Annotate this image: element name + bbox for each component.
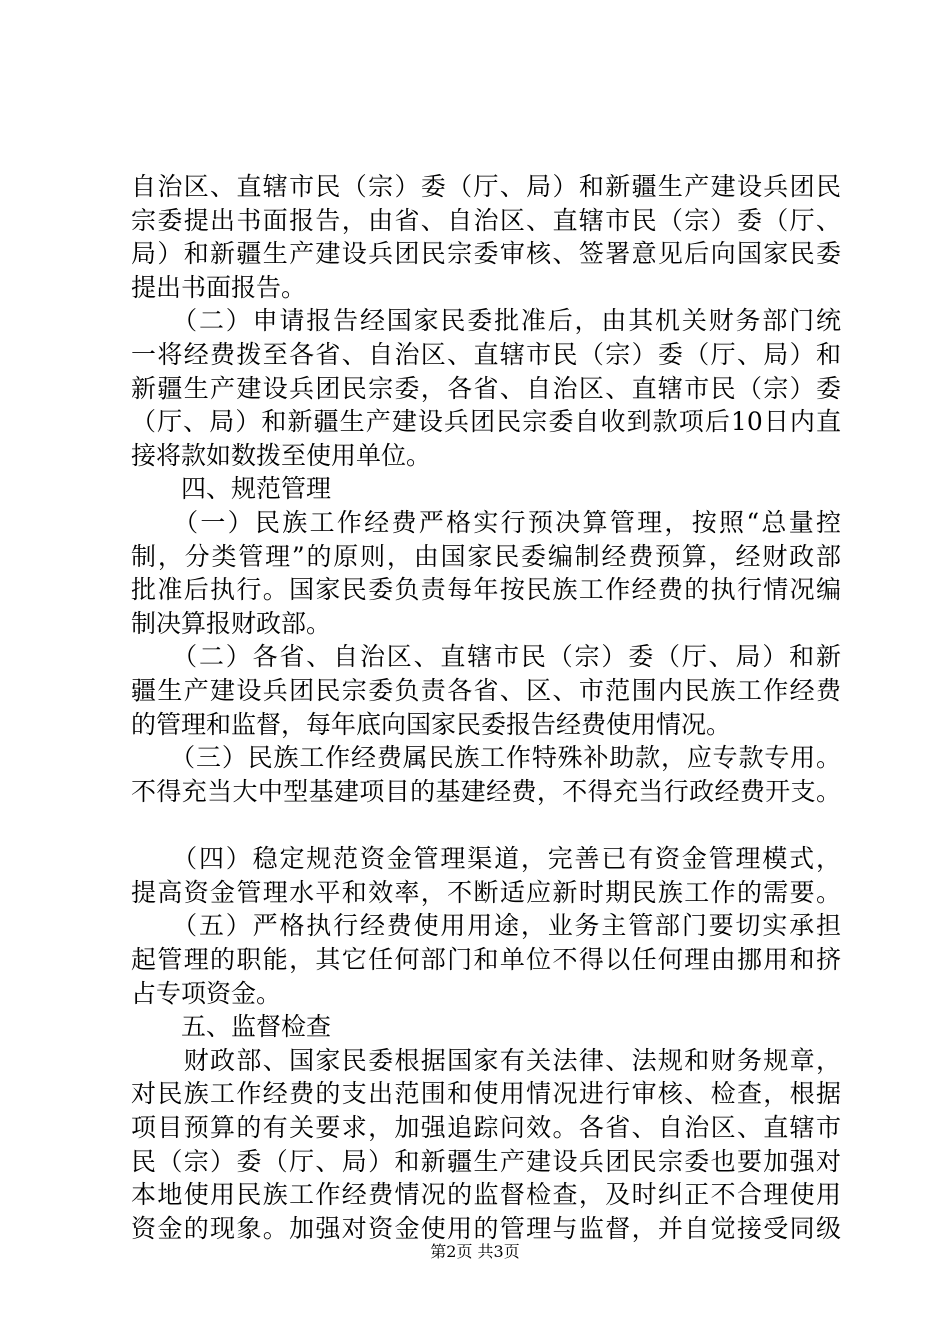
text-line: （五）严格执行经费使用用途，业务主管部门要切实承担	[131, 911, 841, 941]
text-line: 制，分类管理”的原则，由国家民委编制经费预算，经财政部	[131, 541, 841, 571]
paragraph-fund-channels	[131, 842, 841, 909]
text-line: 局）和新疆生产建设兵团民宗委审核、签署意见后向国家民委	[131, 239, 841, 269]
text-line: 一将经费拨至各省、自治区、直辖市民（宗）委（厅、局）和	[131, 339, 841, 369]
section-heading-inspection	[131, 1010, 841, 1044]
text-line: 财政部、国家民委根据国家有关法律、法规和财务规章，	[131, 1045, 841, 1075]
paragraph-local-supervision	[131, 640, 841, 741]
text-line: 对民族工作经费的支出范围和使用情况进行审核、检查，根据	[131, 1079, 841, 1109]
text-line: 项目预算的有关要求，加强追踪问效。各省、自治区、直辖市	[131, 1113, 841, 1143]
text-line: 本地使用民族工作经费情况的监督检查，及时纠正不合理使用	[131, 1180, 841, 1210]
page-footer: 第2页 共3页	[430, 1242, 520, 1261]
blank-line	[131, 808, 841, 842]
text-line: 的管理和监督，每年底向国家民委报告经费使用情况。	[131, 709, 732, 739]
section-heading-management	[131, 472, 841, 506]
text-line: 不得充当大中型基建项目的基建经费，不得充当行政经费开支。	[131, 776, 841, 806]
text-line: （三）民族工作经费属民族工作特殊补助款，应专款专用。	[131, 743, 841, 773]
text-line: （一）民族工作经费严格实行预决算管理，按照“总量控	[131, 507, 841, 537]
text-line: 起管理的职能，其它任何部门和单位不得以任何理由挪用和挤	[131, 945, 841, 975]
text-line: 资金的现象。加强对资金使用的管理与监督，并自觉接受同级	[131, 1213, 841, 1243]
text-line: 接将款如数拨至使用单位。	[131, 440, 432, 470]
text-line: 提出书面报告。	[131, 272, 307, 302]
text-line: （四）稳定规范资金管理渠道，完善已有资金管理模式，	[131, 844, 841, 874]
paragraph-inspection	[131, 1044, 841, 1246]
text-line: 疆生产建设兵团民宗委负责各省、区、市范围内民族工作经费	[131, 675, 841, 705]
text-line: 制决算报财政部。	[131, 608, 332, 638]
paragraph-special-fund	[131, 741, 841, 808]
paragraph-budget-management	[131, 506, 841, 640]
text-line: （二）申请报告经国家民委批准后，由其机关财务部门统	[131, 306, 841, 336]
paragraph-approval-allocation	[131, 304, 841, 472]
paragraph-usage-purpose	[131, 909, 841, 1010]
text-line: 占专项资金。	[131, 978, 282, 1008]
text-line: （厅、局）和新疆生产建设兵团民宗委自收到款项后10日内直	[131, 407, 841, 437]
text-line: 新疆生产建设兵团民宗委，各省、自治区、直辖市民（宗）委	[131, 373, 841, 403]
text-line: 自治区、直辖市民（宗）委（厅、局）和新疆生产建设兵团民	[131, 172, 841, 201]
section-heading: 四、规范管理	[131, 474, 332, 504]
text-line: 提高资金管理水平和效率，不断适应新时期民族工作的需要。	[131, 877, 841, 907]
section-heading: 五、监督检查	[131, 1012, 332, 1042]
text-line: 民（宗）委（厅、局）和新疆生产建设兵团民宗委也要加强对	[131, 1146, 841, 1176]
text-line: 批准后执行。国家民委负责每年按民族工作经费的执行情况编	[131, 575, 841, 605]
document-body	[131, 170, 841, 1245]
text-line: 宗委提出书面报告，由省、自治区、直辖市民（宗）委（厅、	[131, 205, 841, 235]
text-line: （二）各省、自治区、直辖市民（宗）委（厅、局）和新	[131, 642, 841, 672]
paragraph-application-report	[131, 170, 841, 304]
